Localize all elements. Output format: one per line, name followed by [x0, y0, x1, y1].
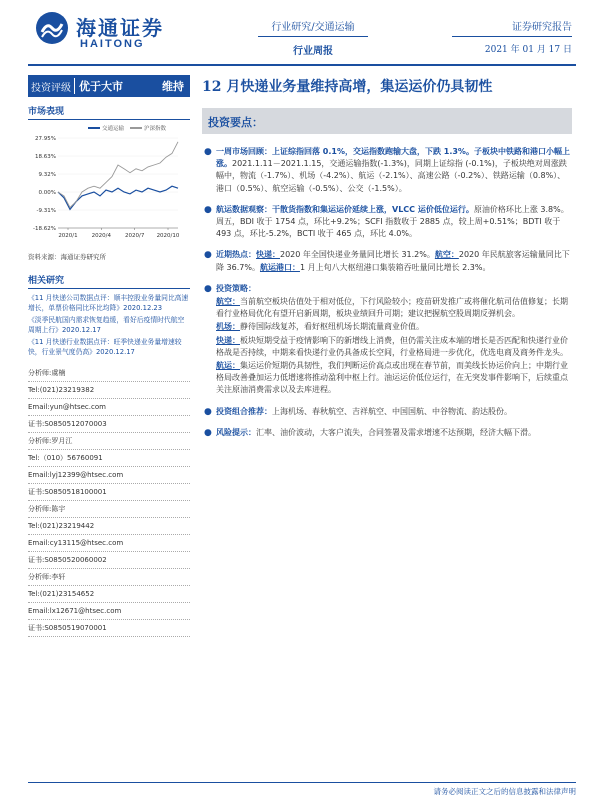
- market-chart: [28, 124, 190, 244]
- point-shipping-data: [202, 204, 572, 241]
- point-highlight: 一周市场回顾：上证综指回落 0.1%，交运指数跑输大盘，下跌 1.3%。子板块中铁路和港口小幅上涨。: [216, 147, 570, 169]
- series-line-transport: [58, 186, 178, 209]
- legend-swatch-transport: [88, 127, 100, 129]
- analyst-name: 分析师:罗月江: [28, 433, 190, 450]
- y-tick-label: -18.62%: [33, 226, 56, 232]
- analyst-name: 分析师:李轩: [28, 569, 190, 586]
- legend-item-index: [130, 124, 166, 132]
- analyst-cert: 证书:S0850512070003: [28, 416, 190, 433]
- strategy-text: 集运运价短期仍具韧性，我们判断运价高点或出现在春节前，而美线长协运价向上；中期行业格局改善叠加运力低增速将推动盈利中枢上行。油运运价低位运行，在无突发事件影响下，后续重点关注原油消费需求以及去库进程。: [216, 361, 568, 395]
- header-date: 2021 年 01 月 17 日: [484, 45, 572, 55]
- strategy-key: 快递：: [216, 335, 240, 345]
- strategy-shipping: [216, 360, 572, 397]
- point-highlight: 投资策略：: [216, 283, 256, 293]
- topic-text: 1 月上旬八大枢纽港口集装箱吞吐量同比增长 2.3%。: [299, 262, 491, 272]
- key-points-head: 投资要点：: [202, 108, 572, 134]
- related-item[interactable]: 《11 月快递行业数据点评：旺季快递业务量增速较快，行业景气度仍高》2020.12.17: [28, 338, 182, 356]
- bullet-icon: ●: [204, 427, 212, 438]
- legend-item-transport: [88, 124, 124, 132]
- legend-label-transport: 交通运输: [102, 126, 125, 132]
- analyst-email[interactable]: Email:yun@htsec.com: [28, 399, 190, 416]
- y-tick-label: 27.95%: [35, 136, 56, 142]
- strategy-key: 机场：: [216, 322, 240, 332]
- legend-swatch-index: [130, 127, 142, 129]
- y-tick-label: 18.63%: [35, 154, 56, 160]
- header-category: 行业研究/交通运输: [258, 18, 368, 37]
- analyst-cert: 证书:S0850519070001: [28, 620, 190, 637]
- analyst-cert: 证书:S0850518100001: [28, 484, 190, 501]
- point-highlight: 风险提示：: [216, 427, 256, 437]
- rating-value: 优于大市: [74, 78, 123, 94]
- analyst-email[interactable]: Email:lx12671@htsec.com: [28, 603, 190, 620]
- point-body: 汇率、油价波动，大客户流失，合同签署及需求增速不达预期，经济大幅下滑。: [256, 427, 536, 437]
- series-line-index: [58, 142, 178, 208]
- point-hot-topics: [202, 249, 572, 273]
- bullet-icon: ●: [204, 283, 212, 294]
- analyst-tel: Tel:（010）56760091: [28, 450, 190, 467]
- analyst-tel: Tel:(021)23154652: [28, 586, 190, 603]
- related-item[interactable]: 《11 月快递公司数据点评：顺丰控股业务量同比高速增长，单票价格同比环比均降》2020.12.23: [28, 294, 189, 312]
- point-portfolio: [202, 406, 572, 418]
- x-tick-label: 2020/10: [156, 233, 180, 239]
- key-points: [202, 146, 572, 448]
- strategy-express: [216, 335, 572, 359]
- market-section-head: 市场表现: [28, 104, 190, 120]
- point-body: 原油价格环比上涨 3.8%。周五，BDI 收于 1754 点，环比+9.2%；SCFI 指数收于 2885 点，较上周+0.51%；BDTI 收于 493 点，环比-5.2%，BCTI 收于 465 点，环比 4.0%。: [216, 204, 569, 239]
- analyst-email[interactable]: Email:lyj12399@htsec.com: [28, 467, 190, 484]
- topic-text: 2020 年民航旅客运输量同比下降 36.7%。: [216, 250, 570, 272]
- analyst-name: 分析师:虞楠: [28, 365, 190, 382]
- rating-label: 投资评级: [31, 82, 71, 94]
- point-market-review: [202, 146, 572, 195]
- analyst-entry: [28, 501, 190, 569]
- analyst-cert: 证书:S0850520060002: [28, 552, 190, 569]
- point-highlight: 近期热点：: [216, 250, 256, 260]
- x-tick-label: 2020/4: [91, 233, 112, 239]
- haitong-logo-icon: [34, 10, 70, 46]
- header-doc-kind: 证券研究报告: [452, 18, 572, 37]
- header-report-type: 行业周报: [293, 46, 333, 57]
- analyst-tel: Tel:(021)23219382: [28, 382, 190, 399]
- point-highlight: 航运数据观察：干散货指数和集运运价延续上涨，VLCC 运价低位运行。: [216, 204, 474, 214]
- analyst-entry: [28, 569, 190, 637]
- strategy-text: 板块短期受益于疫情影响下的新增线上消费，但仍需关注成本端的增长是否匹配和快递行业价格战是否持续，中期来看快递行业仍具备成长空间，行业格局进一步优化，优选电商及商务件龙头。: [216, 335, 568, 357]
- rating-band: [28, 75, 190, 97]
- related-list: [28, 293, 190, 357]
- analyst-name: 分析师:陈宇: [28, 501, 190, 518]
- analyst-tel: Tel:(021)23219442: [28, 518, 190, 535]
- topic-key: 航空：: [434, 250, 459, 260]
- point-strategy: [202, 283, 572, 397]
- related-section-head: 相关研究: [28, 273, 190, 289]
- market-chart-svg: [28, 124, 190, 244]
- strategy-key: 航空：: [216, 297, 240, 307]
- y-tick-label: 0.00%: [38, 190, 56, 196]
- analyst-entry: [28, 365, 190, 433]
- report-title: 12 月快递业务量维持高增，集运运价仍具韧性: [202, 79, 493, 95]
- topic-key: 快递：: [256, 250, 280, 260]
- y-tick-label: 9.32%: [38, 172, 56, 178]
- header-category-block: [258, 18, 368, 57]
- analyst-entry: [28, 433, 190, 501]
- analyst-list: [28, 365, 190, 637]
- page-header: [0, 0, 600, 60]
- chart-source: 资料来源：海通证券研究所: [28, 253, 106, 261]
- strategy-text: 静待国际线复苏，看好枢纽机场长期流量商业价值。: [240, 322, 424, 332]
- rating-action: 维持: [162, 80, 184, 93]
- logo-text-cn: 海通证券: [76, 16, 164, 40]
- point-body: 上海机场、春秋航空、吉祥航空、中国国航、中谷物流、韵达股份。: [272, 406, 512, 416]
- analyst-email[interactable]: Email:cy13115@htsec.com: [28, 535, 190, 552]
- strategy-aviation: [216, 296, 572, 320]
- strategy-key: 航运：: [216, 361, 240, 371]
- x-tick-label: 2020/7: [124, 233, 145, 239]
- header-doc-block: [452, 18, 572, 55]
- footer-disclaimer: 请务必阅读正文之后的信息披露和法律声明: [433, 787, 576, 796]
- chart-legend: [88, 124, 166, 132]
- strategy-text: 当前航空板块估值处于相对低位，下行风险较小；疫苗研发推广或将催化航司估值修复；长期看行业格局优化有望开启新周期，板块业绩回升可期；建议把握航空股周期反弹机会。: [216, 297, 568, 319]
- point-highlight: 投资组合推荐：: [216, 406, 272, 416]
- bullet-icon: ●: [204, 406, 212, 417]
- bullet-icon: ●: [204, 147, 212, 157]
- bullet-icon: ●: [204, 204, 212, 215]
- y-tick-label: -9.31%: [36, 208, 56, 214]
- x-tick-label: 2020/1: [58, 233, 78, 239]
- related-item[interactable]: 《淡季民航国内需求恢复趋缓，看好后疫情时代航空周期上行》2020.12.17: [28, 316, 185, 334]
- strategy-airport: [216, 321, 572, 333]
- legend-label-index: 沪深指数: [144, 126, 167, 132]
- header-divider: [28, 64, 576, 66]
- bullet-icon: ●: [204, 250, 212, 261]
- left-sidebar: [28, 104, 190, 637]
- point-body: 2021.1.11－2021.1.15，交通运输指数(-1.3%)，同期上证综指 (-0.1%)，子板块绝对周涨跌幅中，物流（-1.7%）、机场（-4.2%）、航运（-2.1%）、高速公路（-0.2%）、铁路运输（0.8%）、港口（0.5%）、航空运输（-0.5%）、公交（-1.5%）。: [216, 159, 567, 193]
- footer-divider: [28, 782, 576, 783]
- logo-text-en: HAITONG: [80, 38, 145, 50]
- point-risk: [202, 427, 572, 439]
- topic-key: 航运港口：: [259, 262, 300, 272]
- topic-text: 2020 年全国快递业务量同比增长 31.2%。: [280, 250, 435, 260]
